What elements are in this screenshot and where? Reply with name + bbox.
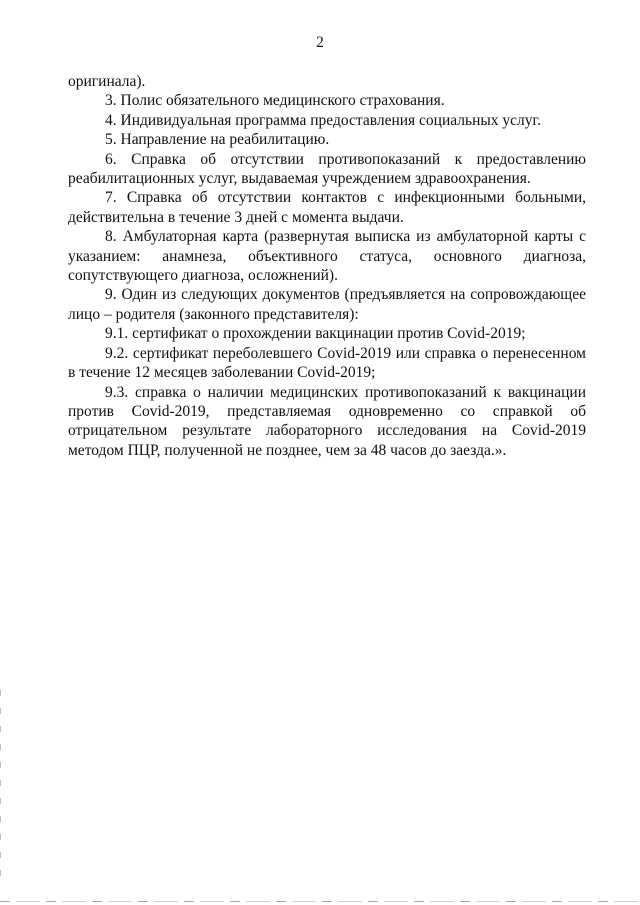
paragraph-item-8: 8. Амбулаторная карта (развернутая выписка из амбулаторной карты с указанием: анамнеза, объективного статуса, основного диагноза, сопутствующего диагноза, осложнений). — [68, 228, 586, 285]
paragraph-item-9-2: 9.2. сертификат переболевшего Covid-2019 или справка о перенесенном в течение 12 месяцев заболевании Covid-2019; — [68, 344, 586, 382]
scan-edge-bottom — [0, 901, 640, 902]
paragraph-item-9: 9. Один из следующих документов (предъявляется на сопровождающее лицо – родителя (законного представителя): — [68, 286, 586, 323]
paragraph-item-7: 7. Справка об отсутствии контактов с инфекционными больными, действительна в течение 3 дней с момента выдачи. — [68, 189, 586, 226]
scan-edge-left — [0, 690, 1, 880]
paragraph-item-5: 5. Направление на реабилитацию. — [105, 131, 330, 149]
paragraph-item-9-3: 9.3. справка о наличии медицинских противопоказаний к вакцинации против Covid-2019, представляемая одновременно со справкой об отрицательном результате лабораторного исследования на Covid-2019 методом ПЦР, полученной не позднее, чем за 48 часов до заезда.». — [68, 383, 586, 459]
paragraph-item-3: 3. Полис обязательного медицинского страхования. — [105, 92, 445, 110]
paragraph-continuation: оригинала). — [68, 73, 146, 90]
page-number: 2 — [316, 34, 324, 51]
document-body — [68, 72, 586, 460]
paragraph-item-6: 6. Справка об отсутствии противопоказаний к предоставлению реабилитационных услуг, выдаваемая учреждением здравоохранения. — [68, 150, 586, 188]
paragraph-item-4: 4. Индивидуальная программа предоставления социальных услуг. — [105, 111, 542, 129]
paragraph-item-9-1: 9.1. сертификат о прохождении вакцинации против Covid-2019; — [105, 325, 526, 343]
